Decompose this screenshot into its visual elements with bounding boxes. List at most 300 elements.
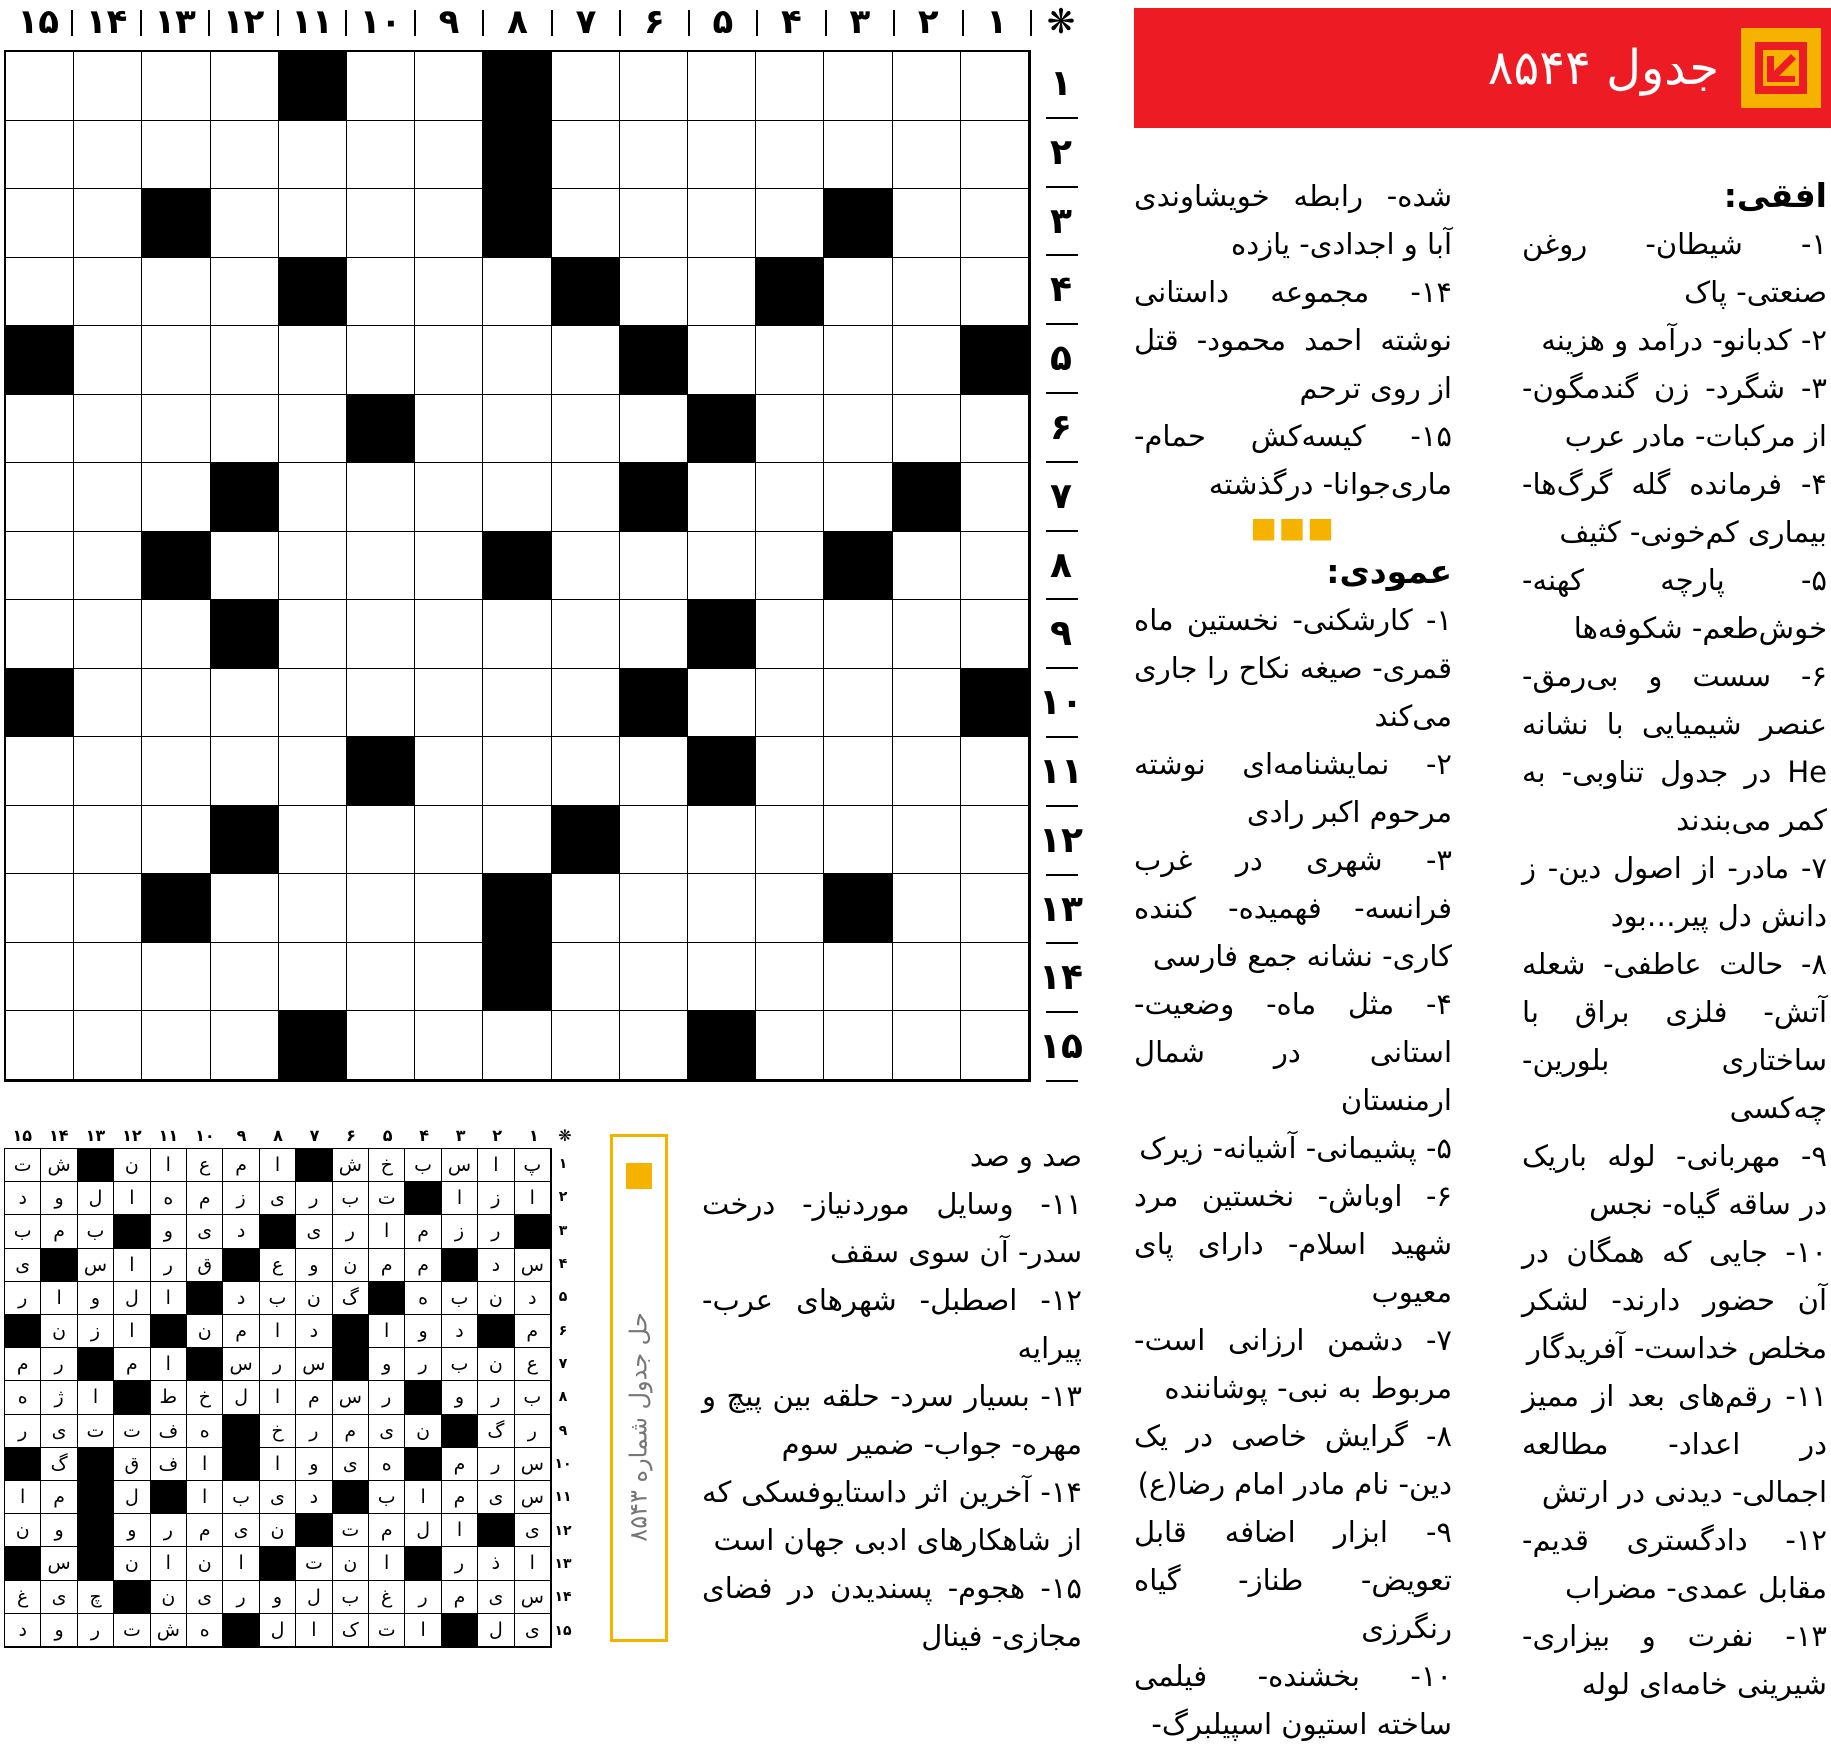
empty-cell[interactable] bbox=[620, 121, 688, 190]
black-cell bbox=[211, 806, 279, 875]
solution-letter: و bbox=[260, 1581, 296, 1614]
empty-cell[interactable] bbox=[347, 874, 415, 943]
solution-letter: ه bbox=[5, 1381, 41, 1414]
empty-cell[interactable] bbox=[211, 52, 279, 121]
empty-cell[interactable] bbox=[483, 669, 551, 738]
empty-cell[interactable] bbox=[824, 669, 892, 738]
clue-v-10-cont: صد و صد bbox=[969, 1139, 1082, 1173]
empty-cell[interactable] bbox=[893, 121, 961, 190]
solution-letter: ر bbox=[369, 1381, 405, 1414]
solution-letter: م bbox=[41, 1215, 77, 1248]
empty-cell[interactable] bbox=[756, 943, 824, 1012]
corner-symbol-icon: ❋ bbox=[1046, 2, 1076, 42]
solution-letter: گ bbox=[41, 1448, 77, 1481]
empty-cell[interactable] bbox=[6, 532, 74, 601]
empty-cell[interactable] bbox=[347, 532, 415, 601]
row-number: ۱۴ bbox=[1039, 957, 1083, 999]
empty-cell[interactable] bbox=[824, 395, 892, 464]
solution-letter: ن bbox=[405, 1415, 441, 1448]
empty-cell[interactable] bbox=[961, 463, 1029, 532]
solution-black-cell bbox=[223, 1614, 259, 1647]
empty-cell[interactable] bbox=[74, 532, 142, 601]
empty-cell[interactable] bbox=[415, 532, 483, 601]
clue-v-7: ۷- دشمن ارزانی است- مربوط به نبی- پوشاننده bbox=[1134, 1323, 1452, 1405]
empty-cell[interactable] bbox=[211, 258, 279, 327]
empty-cell[interactable] bbox=[74, 258, 142, 327]
empty-cell[interactable] bbox=[74, 121, 142, 190]
empty-cell[interactable] bbox=[6, 395, 74, 464]
empty-cell[interactable] bbox=[893, 874, 961, 943]
empty-cell[interactable] bbox=[893, 737, 961, 806]
solution-black-cell bbox=[114, 1215, 150, 1248]
empty-cell[interactable] bbox=[620, 52, 688, 121]
solution-letter: د bbox=[442, 1315, 478, 1348]
empty-cell[interactable] bbox=[279, 463, 347, 532]
empty-cell[interactable] bbox=[279, 326, 347, 395]
solution-column-number: ۴ bbox=[419, 1126, 429, 1145]
empty-cell[interactable] bbox=[6, 258, 74, 327]
solution-letter: ا bbox=[151, 1149, 187, 1182]
solution-letter: ن bbox=[478, 1282, 514, 1315]
clue-h-3: ۳- شگرد- زن گندمگون- از مرکبات- مادر عرب bbox=[1522, 371, 1827, 453]
solution-letter: د bbox=[223, 1282, 259, 1315]
empty-cell[interactable] bbox=[824, 258, 892, 327]
solution-letter: ن bbox=[114, 1149, 150, 1182]
solution-letter: ا bbox=[5, 1481, 41, 1514]
clue-v-5: ۵- پشیمانی- آشیانه- زیرک bbox=[1139, 1131, 1452, 1165]
empty-cell[interactable] bbox=[483, 463, 551, 532]
empty-cell[interactable] bbox=[552, 121, 620, 190]
black-cell bbox=[279, 1011, 347, 1080]
column-number: ۱ bbox=[986, 2, 1008, 42]
empty-cell[interactable] bbox=[142, 258, 210, 327]
empty-cell[interactable] bbox=[756, 532, 824, 601]
empty-cell[interactable] bbox=[961, 121, 1029, 190]
empty-cell[interactable] bbox=[211, 121, 279, 190]
empty-cell[interactable] bbox=[74, 1011, 142, 1080]
solution-letter: ژ bbox=[41, 1381, 77, 1414]
solution-letter: ت bbox=[5, 1149, 41, 1182]
empty-cell[interactable] bbox=[415, 737, 483, 806]
empty-cell[interactable] bbox=[6, 189, 74, 258]
empty-cell[interactable] bbox=[620, 600, 688, 669]
empty-cell[interactable] bbox=[961, 52, 1029, 121]
solution-row-number: ۸ bbox=[558, 1389, 568, 1406]
solution-letter: ر bbox=[478, 1215, 514, 1248]
black-cell bbox=[620, 463, 688, 532]
empty-cell[interactable] bbox=[211, 1011, 279, 1080]
column-number: ۲ bbox=[917, 2, 939, 42]
empty-cell[interactable] bbox=[756, 874, 824, 943]
empty-cell[interactable] bbox=[824, 600, 892, 669]
empty-cell[interactable] bbox=[74, 463, 142, 532]
solution-letter: م bbox=[405, 1215, 441, 1248]
empty-cell[interactable] bbox=[279, 121, 347, 190]
empty-cell[interactable] bbox=[279, 874, 347, 943]
horizontal-heading: افقی: bbox=[1723, 176, 1827, 215]
solution-column-number: ۳ bbox=[455, 1126, 466, 1145]
empty-cell[interactable] bbox=[552, 52, 620, 121]
empty-cell[interactable] bbox=[824, 1011, 892, 1080]
black-cell bbox=[688, 600, 756, 669]
empty-cell[interactable] bbox=[552, 326, 620, 395]
empty-cell[interactable] bbox=[279, 532, 347, 601]
solution-black-cell bbox=[78, 1448, 114, 1481]
empty-cell[interactable] bbox=[74, 874, 142, 943]
black-cell bbox=[620, 326, 688, 395]
empty-cell[interactable] bbox=[688, 189, 756, 258]
empty-cell[interactable] bbox=[6, 52, 74, 121]
empty-cell[interactable] bbox=[620, 943, 688, 1012]
empty-cell[interactable] bbox=[415, 52, 483, 121]
empty-cell[interactable] bbox=[756, 669, 824, 738]
empty-cell[interactable] bbox=[415, 1011, 483, 1080]
solution-column-number: ۵ bbox=[382, 1126, 393, 1145]
empty-cell[interactable] bbox=[211, 943, 279, 1012]
empty-cell[interactable] bbox=[961, 737, 1029, 806]
empty-cell[interactable] bbox=[552, 943, 620, 1012]
empty-cell[interactable] bbox=[552, 669, 620, 738]
empty-cell[interactable] bbox=[756, 806, 824, 875]
empty-cell[interactable] bbox=[688, 258, 756, 327]
empty-cell[interactable] bbox=[142, 121, 210, 190]
empty-cell[interactable] bbox=[688, 669, 756, 738]
empty-cell[interactable] bbox=[74, 806, 142, 875]
empty-cell[interactable] bbox=[756, 463, 824, 532]
empty-cell[interactable] bbox=[415, 326, 483, 395]
solution-column-number: ۱۳ bbox=[85, 1126, 106, 1145]
empty-cell[interactable] bbox=[893, 532, 961, 601]
empty-cell[interactable] bbox=[483, 737, 551, 806]
empty-cell[interactable] bbox=[6, 463, 74, 532]
row-number: ۹ bbox=[1050, 613, 1072, 655]
empty-cell[interactable] bbox=[74, 943, 142, 1012]
empty-cell[interactable] bbox=[6, 943, 74, 1012]
empty-cell[interactable] bbox=[688, 532, 756, 601]
empty-cell[interactable] bbox=[552, 600, 620, 669]
clue-h-6: ۶- سست و بی‌رمق- عنصر شیمیایی با نشانه He در جدول تناوبی- به کمر می‌بندند bbox=[1522, 659, 1827, 837]
empty-cell[interactable] bbox=[142, 669, 210, 738]
empty-cell[interactable] bbox=[6, 121, 74, 190]
empty-cell[interactable] bbox=[142, 326, 210, 395]
solution-logo-icon bbox=[626, 1163, 652, 1189]
empty-cell[interactable] bbox=[6, 600, 74, 669]
solution-letter: ن bbox=[41, 1315, 77, 1348]
empty-cell[interactable] bbox=[211, 737, 279, 806]
empty-cell[interactable] bbox=[415, 874, 483, 943]
empty-cell[interactable] bbox=[620, 737, 688, 806]
solution-column-number: ۱۴ bbox=[49, 1126, 69, 1145]
empty-cell[interactable] bbox=[142, 1011, 210, 1080]
row-number: ۸ bbox=[1050, 544, 1072, 586]
empty-cell[interactable] bbox=[620, 258, 688, 327]
clue-h-9: ۹- مهربانی- لوله باریک در ساقه گیاه- نجس bbox=[1522, 1139, 1827, 1221]
empty-cell[interactable] bbox=[688, 121, 756, 190]
solution-letter: س bbox=[333, 1381, 369, 1414]
empty-cell[interactable] bbox=[347, 326, 415, 395]
clue-h-8: ۸- حالت عاطفی- شعله آتش- فلزی براق با ساختاری بلورین- چه‌کسی bbox=[1522, 947, 1827, 1125]
empty-cell[interactable] bbox=[483, 600, 551, 669]
empty-cell[interactable] bbox=[824, 463, 892, 532]
empty-cell[interactable] bbox=[483, 395, 551, 464]
solution-letter: ن bbox=[114, 1547, 150, 1580]
empty-cell[interactable] bbox=[688, 806, 756, 875]
empty-cell[interactable] bbox=[142, 463, 210, 532]
empty-cell[interactable] bbox=[961, 258, 1029, 327]
empty-cell[interactable] bbox=[756, 737, 824, 806]
empty-cell[interactable] bbox=[620, 189, 688, 258]
empty-cell[interactable] bbox=[483, 258, 551, 327]
solution-row-number: ۱۳ bbox=[554, 1556, 572, 1572]
solution-letter: ه bbox=[369, 1448, 405, 1481]
solution-letter: ت bbox=[114, 1614, 150, 1647]
solution-letter: ا bbox=[405, 1614, 441, 1647]
black-cell bbox=[756, 258, 824, 327]
empty-cell[interactable] bbox=[279, 943, 347, 1012]
empty-cell[interactable] bbox=[347, 189, 415, 258]
empty-cell[interactable] bbox=[961, 943, 1029, 1012]
solution-letter: ن bbox=[333, 1249, 369, 1282]
empty-cell[interactable] bbox=[347, 463, 415, 532]
solution-letter: ا bbox=[114, 1249, 150, 1282]
empty-cell[interactable] bbox=[756, 189, 824, 258]
empty-cell[interactable] bbox=[824, 121, 892, 190]
empty-cell[interactable] bbox=[415, 463, 483, 532]
empty-cell[interactable] bbox=[347, 1011, 415, 1080]
solution-letter: س bbox=[223, 1348, 259, 1381]
empty-cell[interactable] bbox=[6, 1011, 74, 1080]
empty-cell[interactable] bbox=[961, 806, 1029, 875]
solution-letter: د bbox=[515, 1282, 551, 1315]
empty-cell[interactable] bbox=[415, 669, 483, 738]
empty-cell[interactable] bbox=[142, 943, 210, 1012]
solution-letter: ا bbox=[369, 1315, 405, 1348]
empty-cell[interactable] bbox=[142, 806, 210, 875]
empty-cell[interactable] bbox=[756, 1011, 824, 1080]
solution-letter: ن bbox=[5, 1514, 41, 1547]
empty-cell[interactable] bbox=[415, 121, 483, 190]
solution-letter: ب bbox=[515, 1381, 551, 1414]
empty-cell[interactable] bbox=[347, 600, 415, 669]
empty-cell[interactable] bbox=[211, 189, 279, 258]
empty-cell[interactable] bbox=[74, 669, 142, 738]
clue-h-10: ۱۰- جایی که همگان در آن حضور دارند- لشکر مخلص خداست- آفریدگار bbox=[1522, 1235, 1827, 1365]
empty-cell[interactable] bbox=[415, 395, 483, 464]
empty-cell[interactable] bbox=[620, 532, 688, 601]
solution-letter: ر bbox=[5, 1415, 41, 1448]
empty-cell[interactable] bbox=[620, 1011, 688, 1080]
solution-column-number: ۷ bbox=[309, 1126, 320, 1145]
empty-cell[interactable] bbox=[211, 326, 279, 395]
solution-letter: ت bbox=[114, 1415, 150, 1448]
empty-cell[interactable] bbox=[688, 52, 756, 121]
solution-black-cell bbox=[114, 1381, 150, 1414]
solution-letter: ا bbox=[187, 1448, 223, 1481]
empty-cell[interactable] bbox=[142, 52, 210, 121]
empty-cell[interactable] bbox=[74, 326, 142, 395]
solution-letter: س bbox=[515, 1481, 551, 1514]
solution-black-cell bbox=[151, 1481, 187, 1514]
solution-row-number: ۵ bbox=[558, 1289, 568, 1306]
empty-cell[interactable] bbox=[552, 463, 620, 532]
solution-black-cell bbox=[333, 1481, 369, 1514]
solution-letter: ب bbox=[260, 1282, 296, 1315]
puzzle-title: جدول ۸۵۴۴ bbox=[1487, 40, 1719, 96]
solution-letter: گ bbox=[333, 1282, 369, 1315]
black-cell bbox=[483, 532, 551, 601]
empty-cell[interactable] bbox=[74, 600, 142, 669]
empty-cell[interactable] bbox=[6, 874, 74, 943]
solution-black-cell bbox=[223, 1448, 259, 1481]
empty-cell[interactable] bbox=[824, 806, 892, 875]
empty-cell[interactable] bbox=[142, 600, 210, 669]
empty-cell[interactable] bbox=[415, 258, 483, 327]
vertical-heading: عمودی: bbox=[1326, 552, 1452, 591]
empty-cell[interactable] bbox=[483, 806, 551, 875]
empty-cell[interactable] bbox=[893, 1011, 961, 1080]
solution-black-cell bbox=[442, 1614, 478, 1647]
empty-cell[interactable] bbox=[756, 326, 824, 395]
empty-cell[interactable] bbox=[6, 737, 74, 806]
empty-cell[interactable] bbox=[893, 600, 961, 669]
empty-cell[interactable] bbox=[824, 52, 892, 121]
empty-cell[interactable] bbox=[279, 600, 347, 669]
black-cell bbox=[347, 395, 415, 464]
solution-black-cell bbox=[223, 1249, 259, 1282]
empty-cell[interactable] bbox=[961, 1011, 1029, 1080]
empty-cell[interactable] bbox=[824, 737, 892, 806]
empty-cell[interactable] bbox=[688, 943, 756, 1012]
empty-cell[interactable] bbox=[893, 258, 961, 327]
empty-cell[interactable] bbox=[961, 874, 1029, 943]
empty-cell[interactable] bbox=[347, 806, 415, 875]
empty-cell[interactable] bbox=[893, 943, 961, 1012]
empty-cell[interactable] bbox=[142, 737, 210, 806]
solution-letter: ت bbox=[296, 1547, 332, 1580]
empty-cell[interactable] bbox=[552, 874, 620, 943]
empty-cell[interactable] bbox=[483, 1011, 551, 1080]
empty-cell[interactable] bbox=[620, 806, 688, 875]
empty-cell[interactable] bbox=[347, 669, 415, 738]
black-cell bbox=[961, 669, 1029, 738]
row-number: ۳ bbox=[1050, 200, 1072, 242]
empty-cell[interactable] bbox=[552, 1011, 620, 1080]
solution-column-number: ۱۰ bbox=[195, 1126, 215, 1145]
black-cell bbox=[6, 326, 74, 395]
empty-cell[interactable] bbox=[347, 258, 415, 327]
empty-cell[interactable] bbox=[893, 52, 961, 121]
solution-letter: ا bbox=[369, 1215, 405, 1248]
black-cell bbox=[552, 258, 620, 327]
empty-cell[interactable] bbox=[279, 189, 347, 258]
empty-cell[interactable] bbox=[688, 326, 756, 395]
solution-letter: ی bbox=[515, 1514, 551, 1547]
empty-cell[interactable] bbox=[211, 669, 279, 738]
clue-v-1: ۱- کارشکنی- نخستین ماه قمری- صیغه نکاح را جاری می‌کند bbox=[1134, 603, 1452, 733]
empty-cell[interactable] bbox=[211, 395, 279, 464]
empty-cell[interactable] bbox=[824, 326, 892, 395]
solution-letter: س bbox=[442, 1149, 478, 1182]
solution-letter: م bbox=[5, 1348, 41, 1381]
empty-cell[interactable] bbox=[961, 532, 1029, 601]
empty-cell[interactable] bbox=[824, 943, 892, 1012]
solution-letter: ر bbox=[5, 1282, 41, 1315]
row-number: ۲ bbox=[1050, 131, 1072, 173]
empty-cell[interactable] bbox=[756, 395, 824, 464]
empty-cell[interactable] bbox=[961, 189, 1029, 258]
empty-cell[interactable] bbox=[688, 874, 756, 943]
empty-cell[interactable] bbox=[756, 52, 824, 121]
empty-cell[interactable] bbox=[620, 874, 688, 943]
empty-cell[interactable] bbox=[552, 395, 620, 464]
empty-cell[interactable] bbox=[142, 395, 210, 464]
empty-cell[interactable] bbox=[552, 737, 620, 806]
solution-column-number: ۱ bbox=[528, 1126, 539, 1145]
clue-h-14: ۱۴- مجموعه داستانی نوشته احمد محمود- قتل از روی ترحم bbox=[1134, 275, 1452, 405]
empty-cell[interactable] bbox=[74, 189, 142, 258]
empty-cell[interactable] bbox=[688, 463, 756, 532]
solution-letter: غ bbox=[5, 1581, 41, 1614]
column-number: ۸ bbox=[507, 2, 528, 42]
empty-cell[interactable] bbox=[347, 52, 415, 121]
solution-letter: ا bbox=[442, 1514, 478, 1547]
empty-cell[interactable] bbox=[756, 600, 824, 669]
solution-letter: م bbox=[187, 1514, 223, 1547]
empty-cell[interactable] bbox=[279, 669, 347, 738]
empty-cell[interactable] bbox=[211, 532, 279, 601]
empty-cell[interactable] bbox=[211, 874, 279, 943]
solution-letter: م bbox=[515, 1315, 551, 1348]
empty-cell[interactable] bbox=[415, 943, 483, 1012]
empty-cell[interactable] bbox=[893, 326, 961, 395]
empty-cell[interactable] bbox=[961, 600, 1029, 669]
empty-cell[interactable] bbox=[415, 806, 483, 875]
empty-cell[interactable] bbox=[893, 189, 961, 258]
solution-letter: و bbox=[114, 1514, 150, 1547]
empty-cell[interactable] bbox=[74, 395, 142, 464]
solution-letter: ر bbox=[333, 1215, 369, 1248]
empty-cell[interactable] bbox=[279, 737, 347, 806]
empty-cell[interactable] bbox=[279, 395, 347, 464]
black-cell bbox=[279, 258, 347, 327]
empty-cell[interactable] bbox=[74, 52, 142, 121]
empty-cell[interactable] bbox=[893, 806, 961, 875]
empty-cell[interactable] bbox=[279, 806, 347, 875]
empty-cell[interactable] bbox=[415, 189, 483, 258]
empty-cell[interactable] bbox=[893, 669, 961, 738]
solution-row-number: ۱۵ bbox=[554, 1622, 572, 1639]
empty-cell[interactable] bbox=[347, 943, 415, 1012]
empty-cell[interactable] bbox=[6, 806, 74, 875]
black-cell bbox=[483, 52, 551, 121]
empty-cell[interactable] bbox=[893, 395, 961, 464]
empty-cell[interactable] bbox=[961, 395, 1029, 464]
empty-cell[interactable] bbox=[620, 395, 688, 464]
clue-v-8: ۸- گرایش خاصی در یک دین- نام مادر امام رضا(ع) bbox=[1134, 1419, 1452, 1501]
empty-cell[interactable] bbox=[347, 121, 415, 190]
empty-cell[interactable] bbox=[552, 189, 620, 258]
solution-black-cell bbox=[296, 1514, 332, 1547]
solution-letter: ل bbox=[296, 1581, 332, 1614]
empty-cell[interactable] bbox=[415, 600, 483, 669]
solution-letter: ع bbox=[260, 1249, 296, 1282]
empty-cell[interactable] bbox=[756, 121, 824, 190]
empty-cell[interactable] bbox=[483, 326, 551, 395]
solution-letter: ا bbox=[114, 1182, 150, 1215]
solution-letter: ه bbox=[187, 1614, 223, 1647]
empty-cell[interactable] bbox=[74, 737, 142, 806]
empty-cell[interactable] bbox=[552, 532, 620, 601]
